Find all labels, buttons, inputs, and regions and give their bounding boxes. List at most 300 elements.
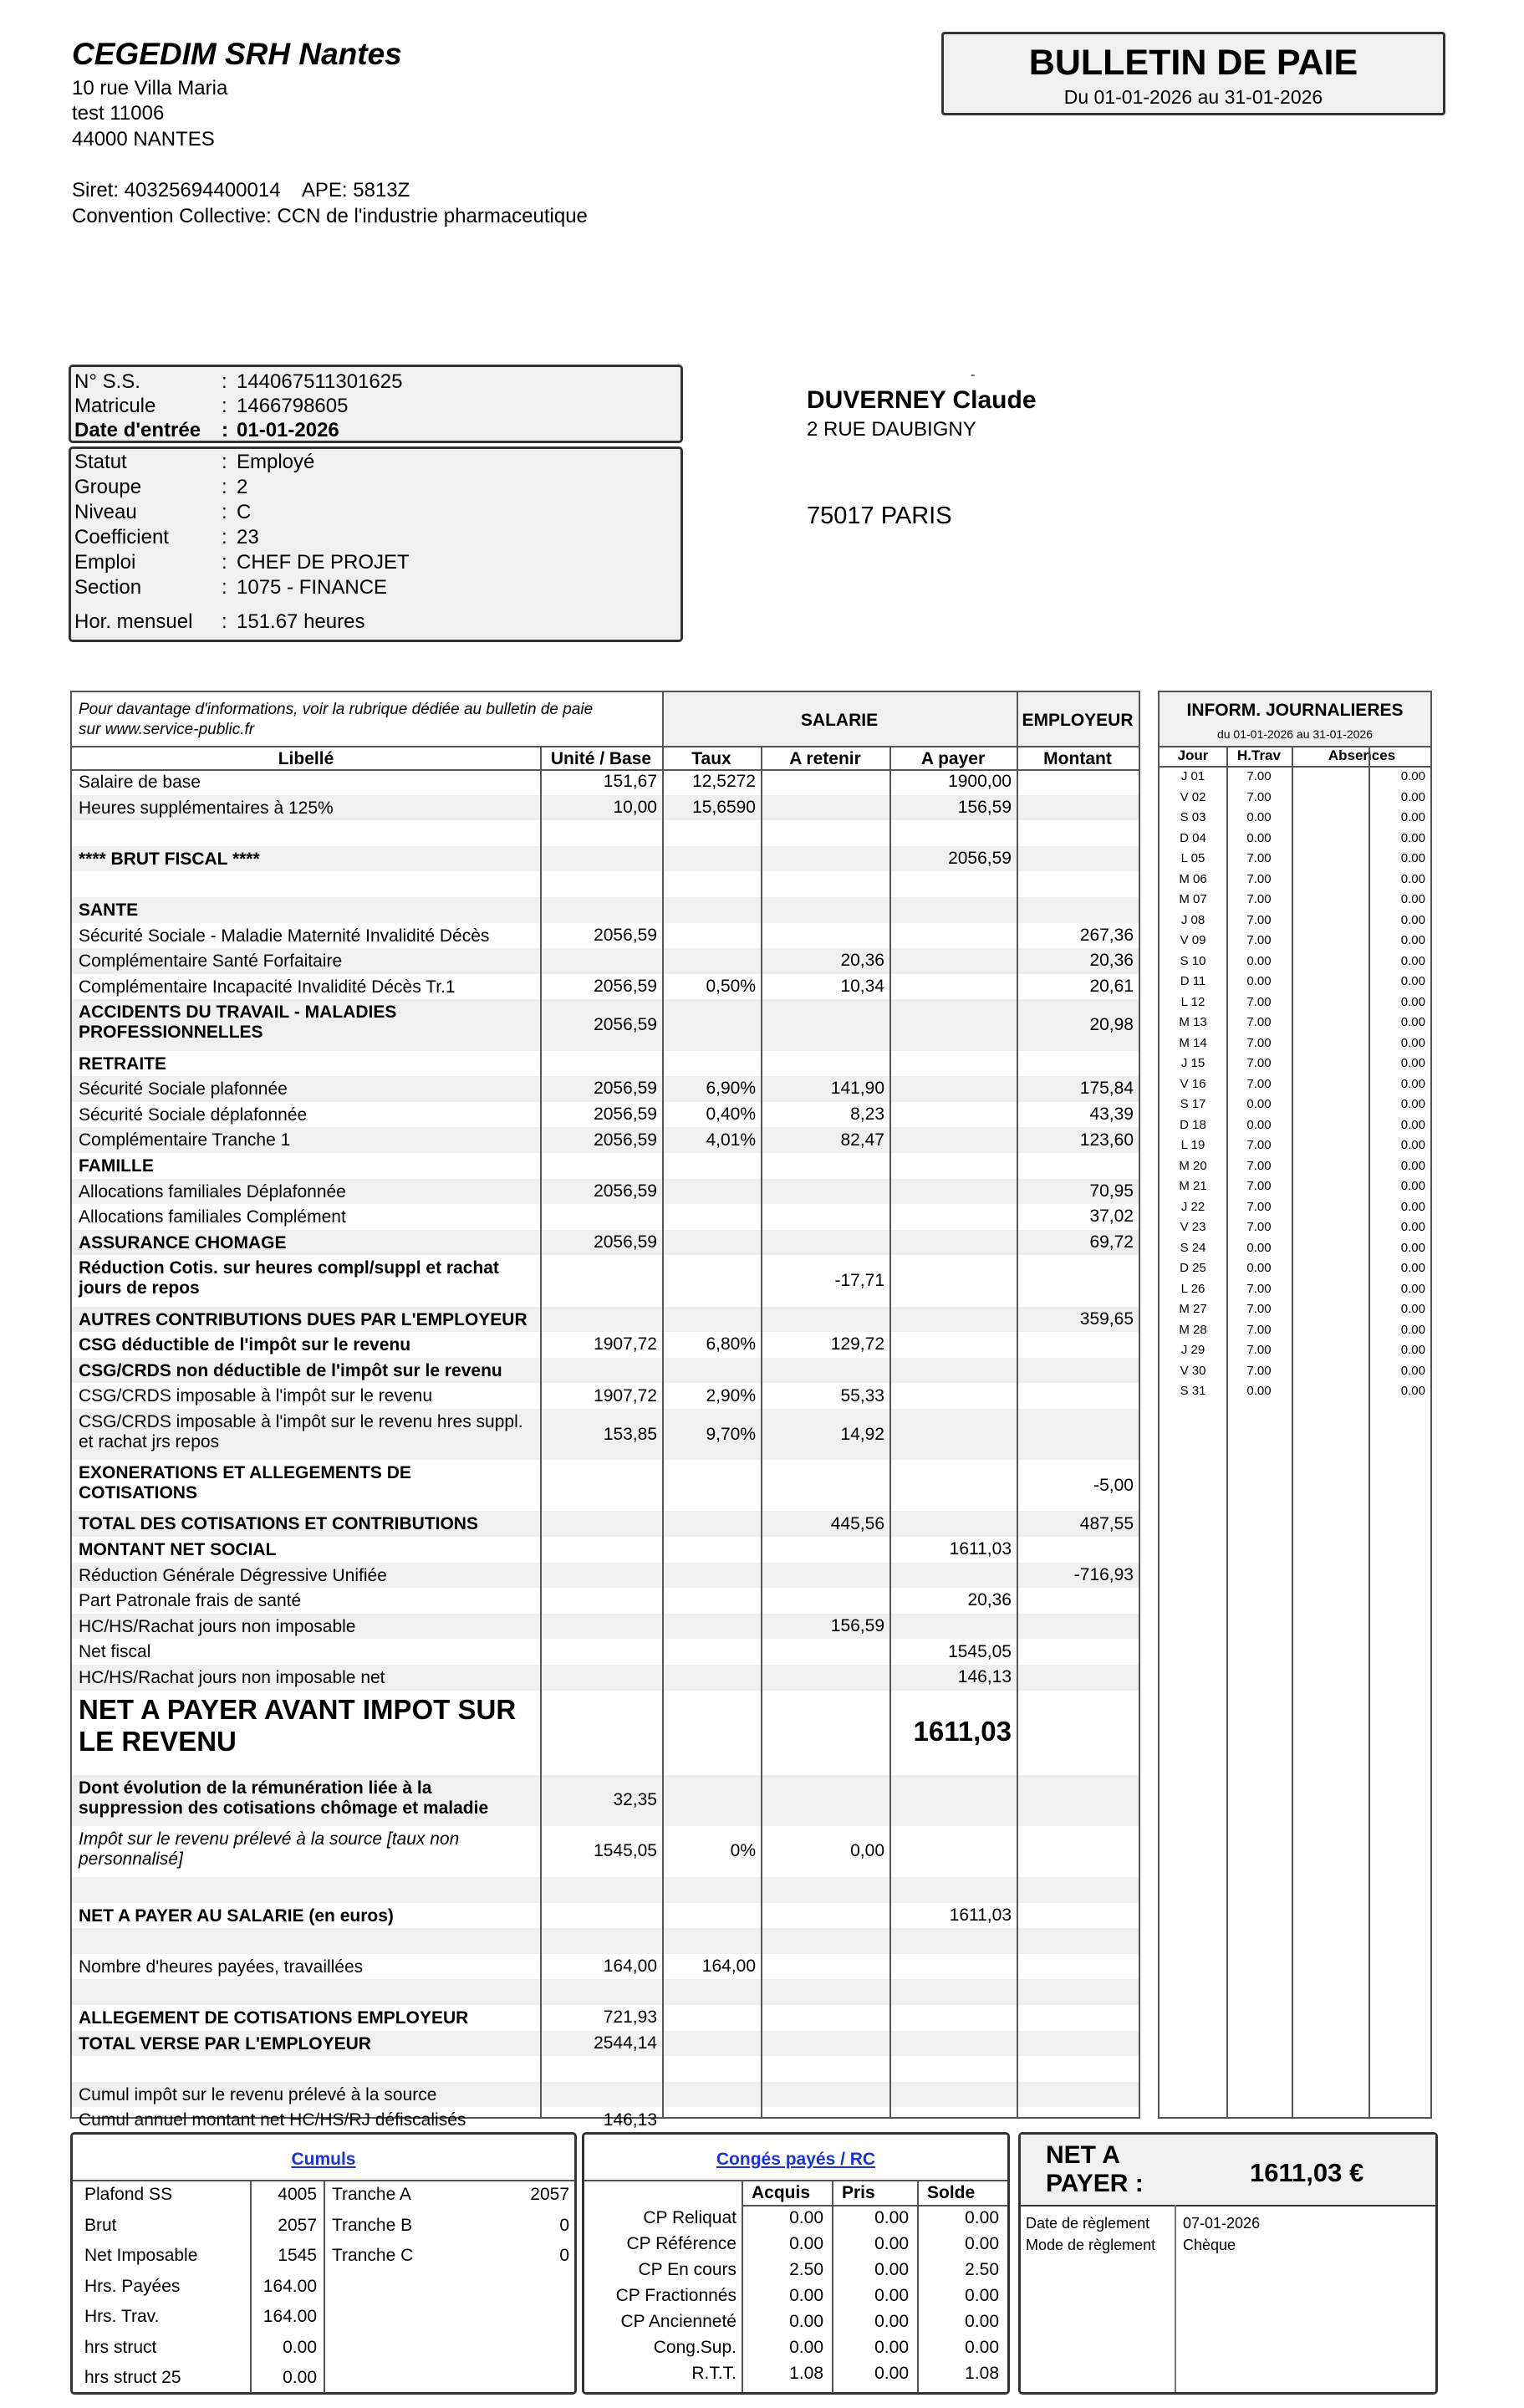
- cumul-label: hrs struct: [84, 2337, 157, 2357]
- job-label: Statut: [74, 451, 127, 473]
- row-base: 1907,72: [594, 1385, 657, 1406]
- row-base: 2056,59: [594, 1232, 657, 1252]
- cumul-label: Net Imposable: [84, 2246, 198, 2265]
- journal-day: S 03: [1180, 810, 1206, 824]
- journal-hours: 7.00: [1246, 1343, 1272, 1357]
- job-label: Niveau: [74, 501, 137, 523]
- conges-value: 0.00: [874, 2234, 909, 2253]
- salarie-header: SALARIE: [800, 711, 879, 730]
- ident-colon: :: [222, 419, 228, 441]
- company-name: CEGEDIM SRH Nantes: [72, 37, 402, 71]
- row-taux: 4,01%: [706, 1130, 756, 1150]
- row-base: 32,35: [613, 1790, 657, 1810]
- journal-hours: 7.00: [1246, 1056, 1272, 1070]
- table-row: [72, 1179, 1139, 1205]
- row-label: MONTANT NET SOCIAL: [79, 1540, 277, 1559]
- row-base: 2056,59: [594, 1130, 657, 1150]
- row-label: HC/HS/Rachat jours non imposable: [79, 1616, 356, 1636]
- conges-label: CP En cours: [638, 2260, 737, 2279]
- col-header-libelle: Libellé: [278, 749, 334, 768]
- journal-day: J 08: [1180, 912, 1205, 927]
- cumul-tranche-label: Tranche A: [332, 2185, 411, 2204]
- table-row: [72, 1409, 1139, 1460]
- conges-col-header: Acquis: [752, 2183, 811, 2202]
- payslip-table: [70, 691, 1140, 2130]
- net-label-2: PAYER :: [1046, 2170, 1144, 2197]
- journal-absences: 0.00: [1400, 1240, 1425, 1255]
- job-row: [74, 476, 676, 499]
- row-label: ACCIDENTS DU TRAVAIL - MALADIES: [79, 1002, 397, 1023]
- row-base: 2056,59: [594, 925, 657, 945]
- table-row: [72, 1358, 1139, 1384]
- journal-hours: 7.00: [1246, 1281, 1272, 1296]
- ident-row: [74, 395, 676, 418]
- col-header-retenir: A retenir: [789, 749, 861, 768]
- cumul-label: Hrs. Payées: [84, 2276, 181, 2296]
- employee-name: DUVERNEY Claude: [807, 386, 1037, 414]
- pay-period: Du 01-01-2026 au 31-01-2026: [1063, 86, 1323, 108]
- journal-col-header: H.Trav: [1237, 747, 1281, 763]
- table-row: [72, 795, 1139, 821]
- row-label-line2: jours de repos: [79, 1278, 200, 1298]
- conges-link[interactable]: Congés payés / RC: [716, 2150, 876, 2169]
- job-row: [74, 451, 676, 474]
- journal-hours: 7.00: [1246, 912, 1272, 927]
- row-base: 2544,14: [594, 2033, 657, 2053]
- job-row: [74, 526, 676, 549]
- cumul-value: 0.00: [283, 2368, 317, 2387]
- journal-period: du 01-01-2026 au 31-01-2026: [1216, 727, 1374, 741]
- ident-colon: :: [222, 370, 227, 393]
- conges-value: 0.00: [874, 2312, 909, 2331]
- conges-label: CP Fractionnés: [615, 2286, 737, 2305]
- journal-hours: 7.00: [1246, 1179, 1272, 1193]
- column-divider: [324, 2180, 325, 2392]
- conges-value: 0.00: [965, 2234, 999, 2253]
- journal-absences: 0.00: [1400, 974, 1425, 988]
- row-taux: 9,70%: [706, 1424, 756, 1444]
- title-box: [941, 32, 1445, 115]
- journal-day: M 06: [1179, 871, 1207, 886]
- conges-value: 0.00: [789, 2286, 823, 2305]
- col-header-payer: A payer: [920, 749, 986, 768]
- conges-value: 0.00: [789, 2208, 823, 2227]
- column-divider: [1292, 746, 1293, 2117]
- conges-col-header: Solde: [927, 2183, 976, 2202]
- journal-absences: 0.00: [1400, 1322, 1425, 1337]
- journal-hours: 0.00: [1246, 1117, 1272, 1132]
- journal-hours: 7.00: [1246, 851, 1272, 865]
- divider-line: [662, 692, 664, 746]
- row-label-line2: personnalisé]: [79, 1849, 183, 1869]
- row-label: Nombre d'heures payées, travaillées: [79, 1956, 364, 1977]
- row-montant: 123,60: [1079, 1130, 1134, 1150]
- journal-hours: 0.00: [1246, 810, 1272, 824]
- row-label: **** BRUT FISCAL ****: [79, 849, 260, 869]
- journal-day: D 18: [1180, 1117, 1206, 1132]
- row-retenir: 10,34: [840, 977, 884, 997]
- journal-hours: 7.00: [1246, 1158, 1272, 1173]
- divider-line: [1017, 692, 1018, 746]
- journal-hours: 7.00: [1246, 1035, 1272, 1050]
- cumul-label: hrs struct 25: [84, 2368, 181, 2387]
- journal-absences: 0.00: [1400, 871, 1425, 886]
- journal-hours: 7.00: [1246, 1363, 1272, 1378]
- ident-label: N° S.S.: [74, 370, 140, 393]
- cumul-label: Brut: [84, 2215, 117, 2235]
- table-row: [72, 1153, 1139, 1179]
- row-retenir: 129,72: [830, 1334, 884, 1354]
- job-value: 23: [237, 526, 259, 548]
- journal-hours: 7.00: [1246, 1015, 1272, 1029]
- row-retenir: 20,36: [840, 951, 884, 971]
- row-payer: 156,59: [957, 797, 1012, 817]
- job-row: [74, 576, 676, 599]
- journal-day: V 09: [1180, 933, 1206, 947]
- row-montant: -716,93: [1073, 1564, 1134, 1584]
- employeur-header: EMPLOYEUR: [1022, 711, 1134, 730]
- journal-col-header: Absences: [1328, 747, 1396, 763]
- row-base: 146,13: [603, 2110, 657, 2130]
- journal-day: J 01: [1180, 769, 1205, 783]
- journal-absences: 0.00: [1400, 1015, 1425, 1029]
- table-row: [72, 2005, 1139, 2031]
- journal-hours: 7.00: [1246, 1138, 1272, 1152]
- job-row: [74, 610, 676, 634]
- conges-value: 0.00: [874, 2260, 909, 2279]
- table-row: [72, 1954, 1139, 1980]
- row-label: Sécurité Sociale - Maladie Maternité Invalidité Décès: [79, 926, 490, 946]
- journal-hours: 7.00: [1246, 1302, 1272, 1316]
- company-address2: test 11006: [72, 102, 165, 125]
- row-label: NET A PAYER AU SALARIE (en euros): [79, 1905, 394, 1926]
- ident-value: 1466798605: [237, 395, 349, 417]
- table-row: [72, 1255, 1139, 1306]
- journal-absences: 0.00: [1400, 912, 1425, 927]
- conges-value: 2.50: [965, 2260, 999, 2279]
- journal-day: J 22: [1180, 1199, 1205, 1214]
- row-label: RETRAITE: [79, 1054, 166, 1074]
- job-value: 2: [237, 476, 248, 498]
- row-label: Réduction Générale Dégressive Unifiée: [79, 1565, 387, 1585]
- journal-absences: 0.00: [1400, 1384, 1425, 1398]
- job-colon: :: [222, 501, 227, 523]
- row-label: Cumul annuel montant net HC/HS/RJ défiscalisés: [79, 2110, 466, 2130]
- row-payer: 1545,05: [948, 1641, 1012, 1661]
- row-label: CSG déductible de l'impôt sur le revenu: [79, 1335, 411, 1355]
- row-payer: 146,13: [957, 1667, 1012, 1687]
- payment-date-label: Date de règlement: [1026, 2215, 1150, 2232]
- conges-label: R.T.T.: [691, 2364, 737, 2383]
- column-divider: [662, 746, 664, 2117]
- job-box: [69, 446, 683, 642]
- row-label: Dont évolution de la rémunération liée à la: [79, 1778, 432, 1798]
- table-row: [72, 1691, 1139, 1775]
- cumul-value: 164.00: [262, 2276, 317, 2296]
- row-taux: 15,6590: [692, 797, 756, 817]
- row-base: 151,67: [603, 772, 657, 792]
- journal-absences: 0.00: [1400, 892, 1425, 906]
- row-base: 164,00: [603, 1956, 657, 1977]
- row-montant: 70,95: [1089, 1181, 1134, 1201]
- table-row: [72, 999, 1139, 1050]
- identity-box: [69, 365, 683, 443]
- journal-day: D 04: [1180, 830, 1206, 845]
- job-label: Groupe: [74, 476, 142, 498]
- journal-hours: 0.00: [1246, 1097, 1272, 1111]
- employee-street: 2 RUE DAUBIGNY: [807, 418, 976, 441]
- row-montant: 20,36: [1089, 951, 1134, 971]
- table-row: [72, 2031, 1139, 2057]
- row-label: EXONERATIONS ET ALLEGEMENTS DE: [79, 1463, 411, 1483]
- row-payer: 1900,00: [948, 772, 1012, 792]
- table-row: [72, 1051, 1139, 1077]
- conges-label: CP Ancienneté: [620, 2312, 737, 2331]
- column-divider: [1226, 746, 1228, 2117]
- journal-hours: 0.00: [1246, 974, 1272, 988]
- journal-hours: 7.00: [1246, 769, 1272, 783]
- row-taux: 12,5272: [692, 772, 756, 792]
- conges-label: CP Reliquat: [643, 2208, 737, 2227]
- cumul-tranche-value: 2057: [530, 2185, 569, 2204]
- journal-absences: 0.00: [1400, 851, 1425, 865]
- net-divider: [1175, 2205, 1176, 2392]
- row-retenir: 445,56: [830, 1513, 884, 1533]
- job-colon: :: [222, 610, 227, 633]
- row-montant: 20,98: [1089, 1014, 1134, 1034]
- table-row: [72, 871, 1139, 897]
- conges-value: 0.00: [874, 2338, 909, 2357]
- row-retenir: 0,00: [850, 1841, 884, 1861]
- row-retenir: -17,71: [834, 1270, 884, 1290]
- cumuls-link[interactable]: Cumuls: [291, 2150, 356, 2169]
- column-divider: [889, 746, 891, 2117]
- job-label: Hor. mensuel: [74, 610, 193, 633]
- cumul-label: Hrs. Trav.: [84, 2307, 160, 2326]
- conges-value: 0.00: [874, 2364, 909, 2383]
- row-base: 721,93: [603, 2008, 657, 2028]
- table-row: [72, 1537, 1139, 1563]
- row-base: 10,00: [613, 797, 657, 817]
- journal-hours: 0.00: [1246, 1240, 1272, 1255]
- job-colon: :: [222, 476, 227, 498]
- table-row: [72, 923, 1139, 949]
- journal-day: M 27: [1179, 1302, 1207, 1316]
- ident-colon: :: [222, 395, 227, 417]
- row-base: 2056,59: [594, 1079, 657, 1099]
- job-label: Section: [74, 576, 142, 599]
- row-label: TOTAL DES COTISATIONS ET CONTRIBUTIONS: [79, 1514, 478, 1534]
- journal-title: INFORM. JOURNALIERES: [1186, 701, 1404, 720]
- conges-value: 0.00: [874, 2208, 909, 2227]
- journal-absences: 0.00: [1400, 1179, 1425, 1193]
- ident-row: [74, 419, 676, 442]
- table-row: [72, 769, 1139, 795]
- journal-hours: 0.00: [1246, 953, 1272, 968]
- row-label-line2: PROFESSIONNELLES: [79, 1023, 263, 1043]
- row-label: Net fiscal: [79, 1642, 151, 1662]
- row-label: Réduction Cotis. sur heures compl/suppl et rachat: [79, 1258, 499, 1278]
- info-text-2: sur www.service-public.fr: [79, 721, 255, 738]
- job-label: Coefficient: [74, 526, 169, 548]
- row-payer: 2056,59: [948, 849, 1012, 869]
- table-row: [72, 948, 1139, 974]
- cumul-value: 4005: [278, 2185, 317, 2204]
- ident-value: 144067511301625: [237, 370, 403, 393]
- journal-day: V 30: [1180, 1363, 1206, 1378]
- ident-row: [74, 370, 676, 394]
- row-label: ALLEGEMENT DE COTISATIONS EMPLOYEUR: [79, 2008, 469, 2028]
- ident-label: Date d'entrée: [74, 419, 201, 441]
- divider-line: [742, 2205, 1007, 2206]
- journal-day: M 07: [1179, 892, 1207, 906]
- row-taux: 0,40%: [706, 1105, 756, 1125]
- conges-value: 2.50: [789, 2260, 823, 2279]
- journal-day: L 19: [1180, 1138, 1205, 1152]
- table-row: [72, 1460, 1139, 1511]
- cumul-value: 1545: [278, 2246, 317, 2265]
- payment-date-value: 07-01-2026: [1183, 2215, 1261, 2232]
- row-retenir: 55,33: [840, 1385, 884, 1406]
- company-convention: Convention Collective: CCN de l'industrie pharmaceutique: [72, 205, 588, 227]
- row-base: 2056,59: [594, 1105, 657, 1125]
- journal-hours: 0.00: [1246, 1261, 1272, 1275]
- conges-value: 0.00: [789, 2234, 823, 2253]
- table-row: [72, 1102, 1139, 1128]
- column-divider: [1369, 746, 1370, 2117]
- journal-absences: 0.00: [1400, 1302, 1425, 1316]
- conges-col-header: Pris: [842, 2183, 875, 2202]
- row-base: 2056,59: [594, 977, 657, 997]
- journal-absences: 0.00: [1400, 769, 1425, 783]
- table-row: [72, 1076, 1139, 1102]
- row-taux: 2,90%: [706, 1385, 756, 1406]
- table-row: [72, 1775, 1139, 1826]
- journal-day: L 12: [1180, 994, 1205, 1009]
- company-address1: 10 rue Villa Maria: [72, 77, 228, 99]
- journal-absences: 0.00: [1400, 1199, 1425, 1214]
- row-base: 153,85: [603, 1424, 657, 1444]
- journal-hours: 7.00: [1246, 892, 1272, 906]
- col-header-montant: Montant: [1043, 749, 1112, 768]
- row-retenir: 156,59: [830, 1616, 884, 1636]
- conges-value: 0.00: [965, 2312, 999, 2331]
- divider-line: [584, 2180, 1007, 2181]
- journal-day: S 24: [1180, 1240, 1206, 1255]
- table-row: [72, 1614, 1139, 1640]
- job-colon: :: [222, 526, 227, 548]
- journal-absences: 0.00: [1400, 1035, 1425, 1050]
- row-label: CSG/CRDS imposable à l'impôt sur le revenu: [79, 1386, 433, 1406]
- row-montant: 43,39: [1089, 1105, 1134, 1125]
- job-colon: :: [222, 451, 227, 473]
- row-taux: 6,90%: [706, 1079, 756, 1099]
- journal-absences: 0.00: [1400, 994, 1425, 1009]
- journal-day: D 25: [1180, 1261, 1206, 1275]
- journal-day: S 10: [1180, 953, 1206, 968]
- row-retenir: 8,23: [850, 1105, 884, 1125]
- journal-day: V 02: [1180, 789, 1206, 804]
- journal-day: M 20: [1179, 1158, 1207, 1173]
- cumuls-box: [70, 2132, 577, 2395]
- journal-absences: 0.00: [1400, 830, 1425, 845]
- table-row: [72, 974, 1139, 1000]
- journal-absences: 0.00: [1400, 1117, 1425, 1132]
- journal-hours: 7.00: [1246, 789, 1272, 804]
- journal-day: M 14: [1179, 1035, 1207, 1050]
- row-montant: 487,55: [1079, 1513, 1134, 1533]
- journal-absences: 0.00: [1400, 789, 1425, 804]
- job-label: Emploi: [74, 551, 136, 574]
- journal-absences: 0.00: [1400, 953, 1425, 968]
- cumul-value: 164.00: [262, 2307, 317, 2326]
- net-box: [1018, 2132, 1438, 2395]
- row-label-line2: suppression des cotisations chômage et maladie: [79, 1798, 489, 1818]
- conges-value: 0.00: [965, 2338, 999, 2357]
- row-montant: 175,84: [1079, 1079, 1134, 1099]
- row-base: 1545,05: [594, 1841, 657, 1861]
- row-base: 2056,59: [594, 1014, 657, 1034]
- conges-value: 1.08: [965, 2364, 999, 2383]
- table-row: [72, 1383, 1139, 1409]
- row-payer: 1611,03: [949, 1539, 1012, 1559]
- ident-label: Matricule: [74, 395, 156, 417]
- row-label-line2: COTISATIONS: [79, 1483, 197, 1503]
- column-divider: [761, 746, 762, 2117]
- payment-mode-label: Mode de règlement: [1026, 2237, 1156, 2253]
- job-row: [74, 501, 676, 524]
- cumul-tranche-label: Tranche C: [332, 2246, 414, 2265]
- journal-day: S 31: [1180, 1384, 1206, 1398]
- job-row: [74, 551, 676, 574]
- journal-day: M 13: [1179, 1015, 1207, 1029]
- row-retenir: 82,47: [840, 1130, 884, 1150]
- cumul-value: 2057: [278, 2215, 317, 2235]
- journal-day: V 23: [1180, 1220, 1206, 1234]
- job-value: C: [237, 501, 252, 523]
- row-base: 1907,72: [594, 1334, 657, 1354]
- journal-absences: 0.00: [1400, 1138, 1425, 1152]
- table-row: [72, 820, 1139, 846]
- conges-value: 0.00: [874, 2286, 909, 2305]
- row-label: Sécurité Sociale plafonnée: [79, 1079, 288, 1099]
- journal-absences: 0.00: [1400, 1281, 1425, 1296]
- document-title: BULLETIN DE PAIE: [1028, 43, 1358, 83]
- journal-absences: 0.00: [1400, 933, 1425, 947]
- row-label: Salaire de base: [79, 773, 201, 792]
- row-label: Complémentaire Santé Forfaitaire: [79, 951, 343, 972]
- journal-day: L 26: [1180, 1281, 1205, 1296]
- row-montant: -5,00: [1093, 1475, 1134, 1495]
- journal-absences: 0.00: [1400, 1343, 1425, 1357]
- table-row: [72, 1307, 1139, 1333]
- journal-absences: 0.00: [1400, 1076, 1425, 1091]
- row-label: Heures supplémentaires à 125%: [79, 798, 334, 818]
- conges-value: 0.00: [789, 2312, 823, 2331]
- ident-value: 01-01-2026: [237, 419, 339, 441]
- table-row: [72, 1563, 1139, 1589]
- conges-value: 0.00: [965, 2208, 999, 2227]
- cumul-tranche-value: 0: [559, 2246, 569, 2265]
- journal-hours: 7.00: [1246, 1220, 1272, 1234]
- journal-day: M 21: [1179, 1179, 1207, 1193]
- journal-day: J 15: [1180, 1056, 1205, 1070]
- row-taux: 6,80%: [706, 1334, 756, 1354]
- table-row: [72, 1979, 1139, 2005]
- payment-mode-value: Chèque: [1183, 2237, 1236, 2253]
- row-montant: 359,65: [1079, 1309, 1134, 1329]
- row-retenir: 141,90: [830, 1079, 884, 1099]
